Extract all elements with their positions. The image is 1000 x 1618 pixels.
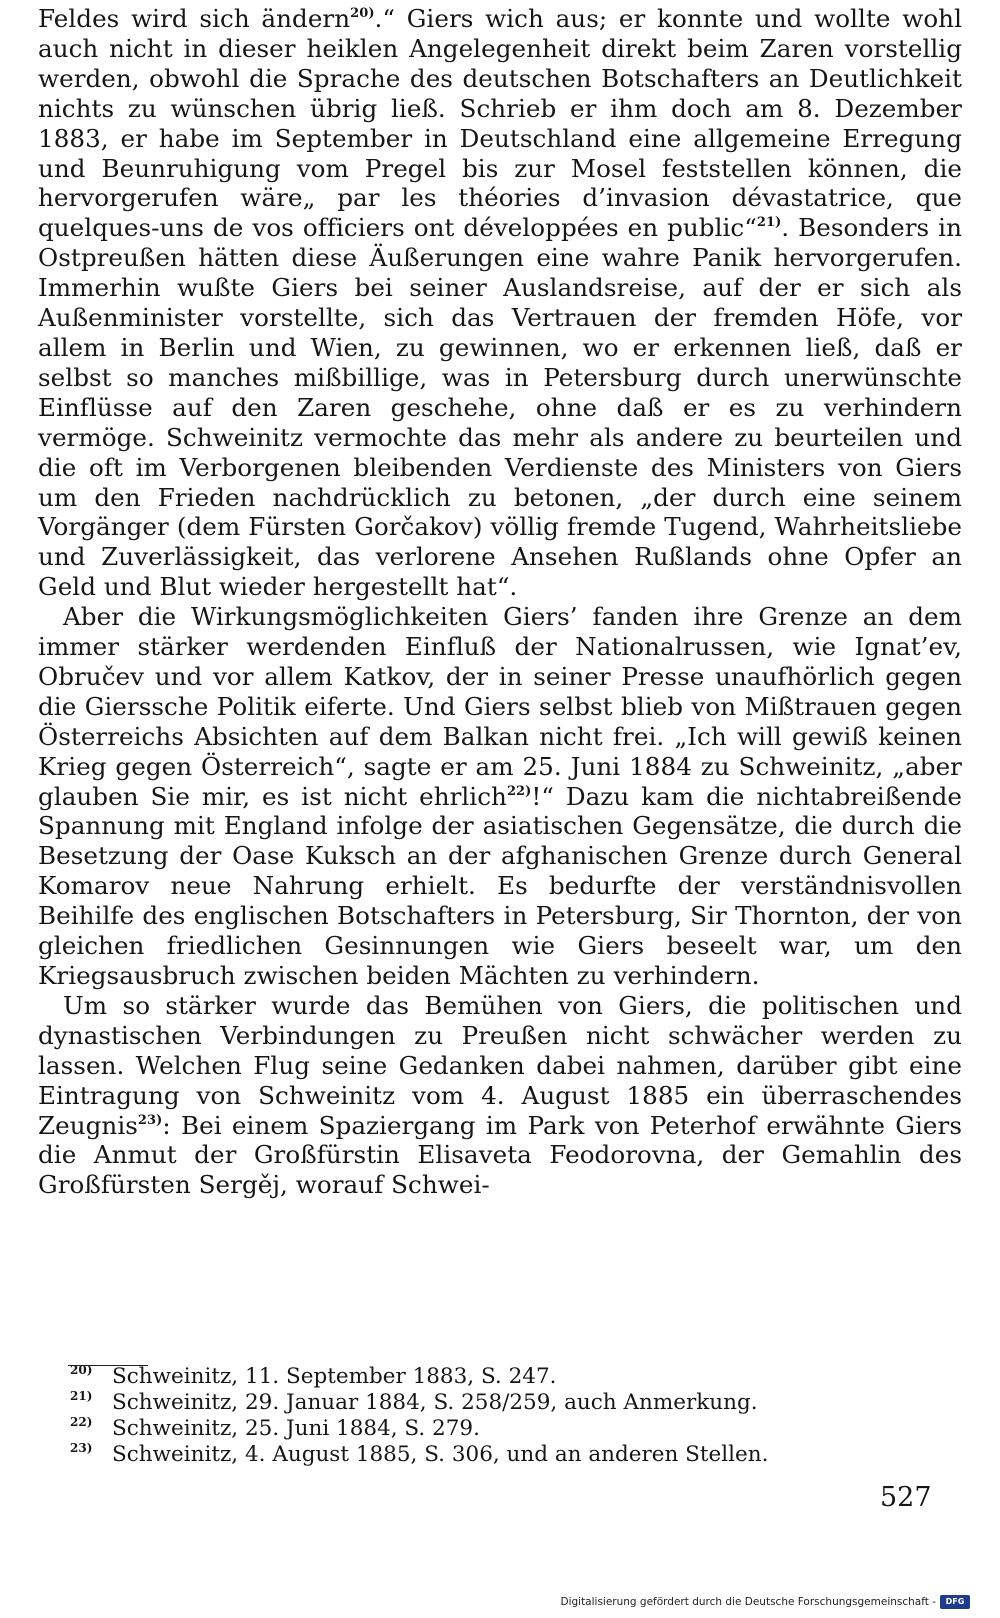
footnote-text: Schweinitz, 29. Januar 1884, S. 258/259, auch Anmerkung. [112, 1390, 758, 1415]
footnote-text: Schweinitz, 25. Juni 1884, S. 279. [112, 1416, 480, 1441]
footnote-ref: 21) [756, 215, 782, 231]
footnote-number: 22) [70, 1415, 93, 1429]
dfg-logo-icon: DFG [940, 1595, 970, 1609]
text-run: Um so stärker wurde das Bemühen von Giers, die politischen und dynastischen Verbindungen zu Preußen nicht schwächer werden zu lassen. Welchen Flug seine Gedanken dabei nahmen, darüber gibt eine Eintragung von Schweinitz vom 4. August 1885 ein überraschendes Zeugnis [38, 990, 962, 1140]
text-run: .“ Giers wich aus; er konnte und wollte wohl auch nicht in dieser heiklen Angelegenheit direkt beim Zaren vorstellig werden, obwohl die Sprache des deutschen Botschafters an Deutlichkeit nichts zu wünschen übrig ließ. Schrieb er ihm doch am 8. Dezember 1883, er habe im September in Deutschland eine allgemeine Erregung und Beunruhigung vom Pregel bis zur Mosel feststellen können, die hervorgerufen wäre„ par les théories d’invasion dévastatrice, que quelques-uns de vos officiers ont développées en public“ [38, 4, 962, 243]
footnote-21 [70, 1390, 930, 1416]
page-body [38, 4, 962, 1200]
footnote-text: Schweinitz, 11. September 1883, S. 247. [112, 1364, 557, 1389]
footnote-ref: 23) [137, 1112, 163, 1128]
footnotes [70, 1364, 930, 1468]
paragraph-1 [38, 4, 962, 602]
text-run: Feldes wird sich ändern [38, 4, 351, 33]
text-run: !“ Dazu kam die nichtabreißende Spannung mit England infolge der asiatischen Gegensätze, die durch die Besetzung der Oase Kuksch an der afghanischen Grenze durch General Komarov neue Nahrung erhielt. Es bedurfte der verständnisvollen Beihilfe des englischen Botschafters in Petersburg, Sir Thornton, der von gleichen friedlichen Gesinnungen wie Giers beseelt war, um den Kriegsausbruch zwischen beiden Mächten zu verhindern. [38, 781, 962, 990]
footnote-20 [70, 1364, 930, 1390]
footnote-ref: 20) [350, 6, 375, 21]
paragraph-2 [38, 602, 962, 991]
text-run: : Bei einem Spaziergang im Park von Peterhof erwähnte Giers die Anmut der Großfürstin Elisaveta Feodorovna, der Gemahlin des Großfürsten Sergěj, worauf Schwei- [38, 1110, 962, 1200]
footnote-number: 23) [70, 1441, 93, 1455]
page-number: 527 [880, 1482, 932, 1513]
footnote-ref: 22) [506, 783, 532, 799]
text-run: . Besonders in Ostpreußen hätten diese Äußerungen eine wahre Panik hervorgerufen. Immerhin wußte Giers bei seiner Auslandsreise, auf der er sich als Außenminister vorstellte, sich das Vertrauen der fremden Höfe, vor allem in Berlin und Wien, zu gewinnen, wo er erkennen ließ, daß er selbst so manches mißbillige, was in Petersburg durch unerwünschte Einflüsse auf den Zaren geschehe, ohne daß er es zu verhindern vermöge. Schweinitz vermochte das mehr als andere zu beurteilen und die oft im Verborgenen bleibenden Verdienste des Ministers von Giers um den Frieden nachdrücklich zu betonen, „der durch eine seinem Vorgänger (dem Fürsten Gorčakov) völlig fremde Tugend, Wahrheitsliebe und Zuverlässigkeit, das verlorene Ansehen Rußlands ohne Opfer an Geld und Blut wieder hergestellt hat“. [38, 213, 962, 602]
footnote-text: Schweinitz, 4. August 1885, S. 306, und an anderen Stellen. [112, 1442, 769, 1467]
footnote-23 [70, 1442, 930, 1468]
text-run: Aber die Wirkungsmöglichkeiten Giers’ fanden ihre Grenze an dem immer stärker werdenden Einfluß der Nationalrussen, wie Ignat’ev, Obručev und vor allem Katkov, der in seiner Presse unaufhörlich gegen die Gierssche Politik eiferte. Und Giers selbst blieb von Mißtrauen gegen Österreichs Absichten auf dem Balkan nicht frei. „Ich will gewiß keinen Krieg gegen Österreich“, sagte er am 25. Juni 1884 zu Schweinitz, „aber glauben Sie mir, es ist nicht ehrlich [38, 602, 962, 811]
digitization-credit: Digitalisierung gefördert durch die Deutsche Forschungsgemeinschaft - [560, 1596, 936, 1608]
footnote-22 [70, 1416, 930, 1442]
footnote-number: 20) [70, 1363, 93, 1377]
footnote-number: 21) [70, 1389, 93, 1403]
paragraph-3 [38, 991, 962, 1200]
